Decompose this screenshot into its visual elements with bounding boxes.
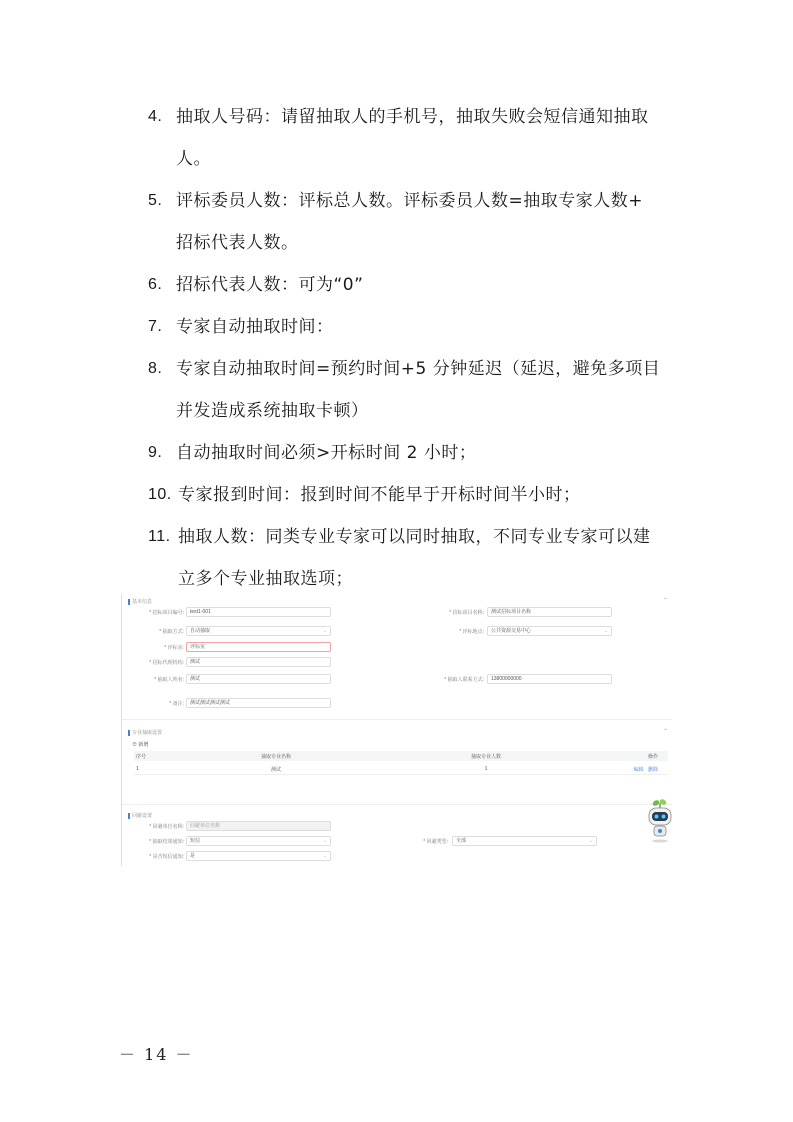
result-select[interactable] bbox=[186, 836, 331, 846]
list-item-6 bbox=[148, 264, 688, 306]
edit-link[interactable]: 编辑 bbox=[633, 766, 644, 773]
list-item-5-cont bbox=[148, 222, 688, 264]
assistant-robot-icon[interactable] bbox=[646, 797, 674, 847]
embedded-form-screenshot bbox=[121, 594, 672, 866]
item-text: 专家自动抽取时间=预约时间+5 分钟延迟（延迟，避免多项目 bbox=[176, 359, 661, 379]
agency-input[interactable]: 测试 bbox=[186, 657, 331, 667]
item-number: 4. bbox=[148, 108, 163, 125]
cell-name: 测试 bbox=[270, 766, 281, 773]
item-number: 6. bbox=[148, 276, 163, 293]
mode-value: 自动抽取 bbox=[190, 628, 211, 634]
section-basic-title: 基本信息 bbox=[128, 598, 152, 605]
chevron-down-icon: ⌄ bbox=[588, 838, 593, 844]
item-text: 评标委员人数：评标总人数。评标委员人数=抽取专家人数+ bbox=[176, 191, 643, 211]
person-input[interactable]: 测试 bbox=[186, 674, 331, 684]
list-item-7 bbox=[148, 306, 688, 348]
notice-label: * 是否短信通知: bbox=[149, 854, 184, 860]
room-input[interactable]: 评标室 bbox=[186, 642, 331, 652]
avoid-label: * 回避单位名称: bbox=[149, 824, 184, 830]
place-label: * 评标地点: bbox=[459, 629, 484, 635]
mode-label: * 抽取方式: bbox=[159, 629, 184, 635]
remark-label: * 备注: bbox=[169, 701, 184, 707]
list-item-9 bbox=[148, 432, 688, 474]
table-row bbox=[134, 764, 668, 775]
notice-value: 是 bbox=[190, 853, 196, 859]
cell-actions bbox=[596, 766, 668, 773]
item-number: 9. bbox=[148, 444, 163, 461]
robot-face bbox=[652, 812, 668, 821]
remark-input[interactable]: 测试测试测试测试 bbox=[186, 698, 331, 708]
agency-label: * 招标代理机构: bbox=[149, 660, 184, 666]
item-text: 专家自动抽取时间： bbox=[176, 317, 334, 337]
item-text: 自动抽取时间必须>开标时间 2 小时； bbox=[176, 443, 477, 463]
avoid-input[interactable]: 回避单位名称 bbox=[186, 821, 331, 831]
col-name: 抽取专业名称 bbox=[260, 753, 291, 760]
section-divider bbox=[122, 804, 672, 805]
item-text: 抽取人号码：请留抽取人的手机号，抽取失败会短信通知抽取 bbox=[176, 107, 649, 127]
leaf-icon bbox=[652, 799, 661, 807]
result-value: 短信 bbox=[190, 838, 201, 844]
table-header bbox=[134, 751, 668, 761]
cell-count: 1 bbox=[484, 766, 488, 772]
chevron-down-icon: ⌄ bbox=[322, 853, 327, 859]
cell-index: 1 bbox=[136, 766, 139, 772]
robot-eye bbox=[662, 815, 666, 819]
list-item-4-cont bbox=[148, 138, 688, 180]
section-avoid-title: 回避设置 bbox=[128, 812, 152, 819]
robot-shadow bbox=[652, 840, 668, 843]
chevron-down-icon: ⌄ bbox=[322, 628, 327, 634]
item-text-continued: 招标代表人数。 bbox=[176, 233, 299, 253]
item-text-continued: 并发造成系统抽取卡顿） bbox=[176, 401, 369, 421]
page-number: － 14 － bbox=[119, 1045, 194, 1064]
collapse-icon[interactable]: ⌃ bbox=[662, 729, 668, 735]
col-count: 抽取专业人数 bbox=[470, 753, 501, 760]
robot-badge bbox=[658, 829, 662, 833]
section-divider bbox=[122, 719, 672, 720]
delete-link[interactable]: 删除 bbox=[647, 766, 658, 773]
project-name-input[interactable]: 测试招标项目名称 bbox=[487, 607, 612, 617]
list-item-10 bbox=[148, 474, 688, 516]
item-number: 11. bbox=[148, 528, 171, 545]
notice-select[interactable] bbox=[186, 851, 331, 861]
chevron-down-icon: ⌄ bbox=[603, 628, 608, 634]
add-button[interactable]: ⊕ 新增 bbox=[132, 742, 149, 748]
collapse-icon[interactable]: ⌃ bbox=[662, 598, 668, 604]
item-text: 专家报到时间：报到时间不能早于开标时间半小时； bbox=[178, 485, 581, 505]
avoid-type-label: * 回避类型: bbox=[423, 839, 448, 845]
col-action: 操作 bbox=[647, 753, 658, 760]
chevron-down-icon: ⌄ bbox=[322, 838, 327, 844]
list-item-8 bbox=[148, 348, 688, 390]
item-number: 7. bbox=[148, 318, 163, 335]
list-item-5 bbox=[148, 180, 688, 222]
avoid-type-select[interactable] bbox=[452, 836, 597, 846]
result-label: * 抽取结果通知: bbox=[149, 839, 184, 845]
list-item-8-cont bbox=[148, 390, 688, 432]
phone-input[interactable]: 13800000000 bbox=[487, 674, 612, 684]
mode-select[interactable] bbox=[186, 626, 331, 636]
list-item-4 bbox=[148, 96, 688, 138]
col-index: 序号 bbox=[136, 753, 147, 760]
section-expert-title: 专业抽取设置 bbox=[128, 729, 162, 736]
project-no-label: * 招标项目编号: bbox=[149, 610, 184, 616]
person-label: * 抽取人姓名: bbox=[154, 677, 184, 683]
item-text: 抽取人数：同类专业专家可以同时抽取，不同专业专家可以建 bbox=[178, 527, 651, 547]
project-no-input[interactable]: test1-001 bbox=[186, 607, 331, 617]
place-value: 公共资源交易中心 bbox=[491, 628, 532, 634]
room-label: * 评标室: bbox=[164, 645, 184, 651]
instruction-list bbox=[148, 96, 688, 600]
item-number: 8. bbox=[148, 360, 163, 377]
item-number: 10. bbox=[148, 486, 172, 503]
list-item-11 bbox=[148, 516, 688, 558]
phone-label: * 抽取人联系方式: bbox=[444, 677, 484, 683]
item-text: 招标代表人数：可为“0” bbox=[176, 275, 364, 295]
avoid-type-value: 全部 bbox=[456, 838, 467, 844]
place-select[interactable] bbox=[487, 626, 612, 636]
item-text-continued: 立多个专业抽取选项； bbox=[178, 569, 353, 589]
project-name-label: * 招标项目名称: bbox=[449, 610, 484, 616]
item-text-continued: 人。 bbox=[176, 149, 211, 169]
item-number: 5. bbox=[148, 192, 163, 209]
robot-eye bbox=[655, 815, 659, 819]
